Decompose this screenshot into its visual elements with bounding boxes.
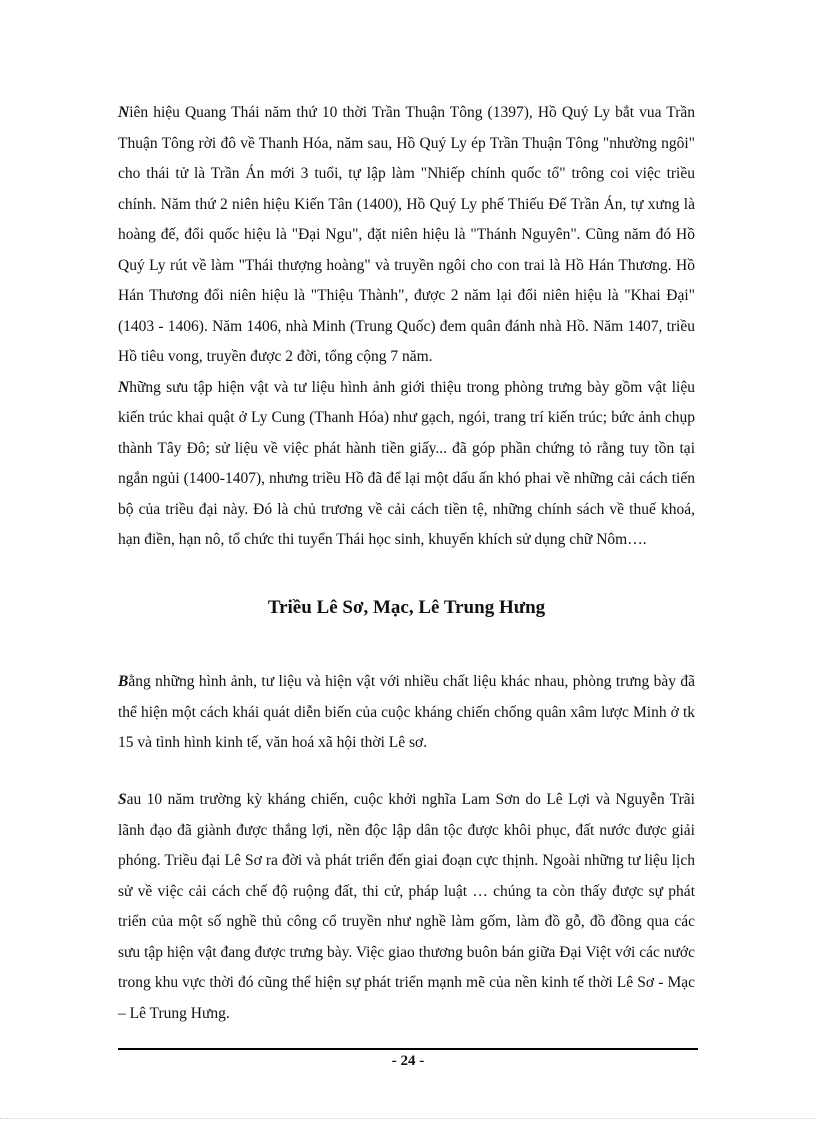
paragraph-body: ằng những hình ảnh, tư liệu và hiện vật với nhiều chất liệu khác nhau, phòng trưng bày đã thể hiện một cách khái quát diễn biến của cuộc kháng chiến chống quân xâm lược Minh ở tk 15 và tình hình kinh tế, văn hoá xã hội thời Lê sơ. bbox=[118, 673, 695, 751]
footer-divider bbox=[118, 1048, 698, 1050]
paragraph-body: hững sưu tập hiện vật và tư liệu hình ảnh giới thiệu trong phòng trưng bày gồm vật liệu kiến trúc khai quật ở Ly Cung (Thanh Hóa) như gạch, ngói, trang trí kiến trúc; bức ảnh chụp thành Tây Đô; sử liệu về việc phát hành tiền giấy... đã góp phần chứng tỏ rằng tuy tồn tại ngắn ngủi (1400-1407), nhưng triều Hồ đã để lại một dấu ấn khó phai về những cải cách tiến bộ của triều đại này. Đó là chủ trương về cải cách tiền tệ, những chính sách về thuế khoá, hạn điền, hạn nô, tổ chức thi tuyển Thái học sinh, khuyến khích sử dụng chữ Nôm…. bbox=[118, 378, 695, 548]
page-bottom-border bbox=[0, 1118, 816, 1119]
paragraph-initial: S bbox=[118, 791, 127, 808]
paragraph-initial: N bbox=[118, 378, 130, 396]
page-number: - 24 - bbox=[391, 1053, 425, 1069]
paragraph-initial: N bbox=[118, 104, 130, 121]
paragraph-ho-reign bbox=[118, 98, 695, 373]
paragraph-lam-son bbox=[118, 785, 695, 1029]
paragraph-ho-exhibits bbox=[118, 373, 695, 556]
section-heading: Triều Lê Sơ, Mạc, Lê Trung Hưng bbox=[267, 597, 546, 618]
paragraph-le-intro bbox=[118, 667, 695, 759]
paragraph-le-exhibition bbox=[118, 667, 695, 759]
section-ho-dynasty-text bbox=[118, 98, 695, 556]
paragraph-initial: B bbox=[118, 673, 129, 690]
paragraph-le-so-development bbox=[118, 785, 695, 1029]
paragraph-body: iên hiệu Quang Thái năm thứ 10 thời Trần Thuận Tông (1397), Hồ Quý Ly bắt vua Trần Thuận Tông rời đô về Thanh Hóa, năm sau, Hồ Quý Ly ép Trần Thuận Tông "nhường ngôi" cho thái tử là Trần Án mới 3 tuổi, tự lập làm "Nhiếp chính quốc tổ" trông coi việc triều chính. Năm thứ 2 niên hiệu Kiến Tân (1400), Hồ Quý Ly phế Thiếu Đế Trần Án, tự xưng là hoàng đế, đổi quốc hiệu là "Đại Ngu", đặt niên hiệu là "Thánh Nguyên". Cũng năm đó Hồ Quý Ly rút về làm "Thái thượng hoàng" và truyền ngôi cho con trai là Hồ Hán Thương. Hồ Hán Thương đổi niên hiệu là "Thiệu Thành", được 2 năm lại đổi niên hiệu là "Khai Đại" (1403 - 1406). Năm 1406, nhà Minh (Trung Quốc) đem quân đánh nhà Hồ. Năm 1407, triều Hồ tiêu vong, truyền được 2 đời, tổng cộng 7 năm. bbox=[118, 104, 695, 365]
paragraph-body: au 10 năm trường kỳ kháng chiến, cuộc khởi nghĩa Lam Sơn do Lê Lợi và Nguyễn Trãi lãnh đạo đã giành được thắng lợi, nền độc lập dân tộc được khôi phục, đất nước được giải phóng. Triều đại Lê Sơ ra đời và phát triển đến giai đoạn cực thịnh. Ngoài những tư liệu lịch sử về việc cải cách chế độ ruộng đất, thi cử, pháp luật … chúng ta còn thấy được sự phát triển của một số nghề thủ công cổ truyền như nghề làm gốm, làm đồ gỗ, đồ đồng qua các sưu tập hiện vật đang được trưng bày. Việc giao thương buôn bán giữa Đại Việt với các nước trong khu vực thời đó cũng thể hiện sự phát triển mạnh mẽ của nền kinh tế thời Lê Sơ - Mạc – Lê Trung Hưng. bbox=[118, 791, 695, 1022]
